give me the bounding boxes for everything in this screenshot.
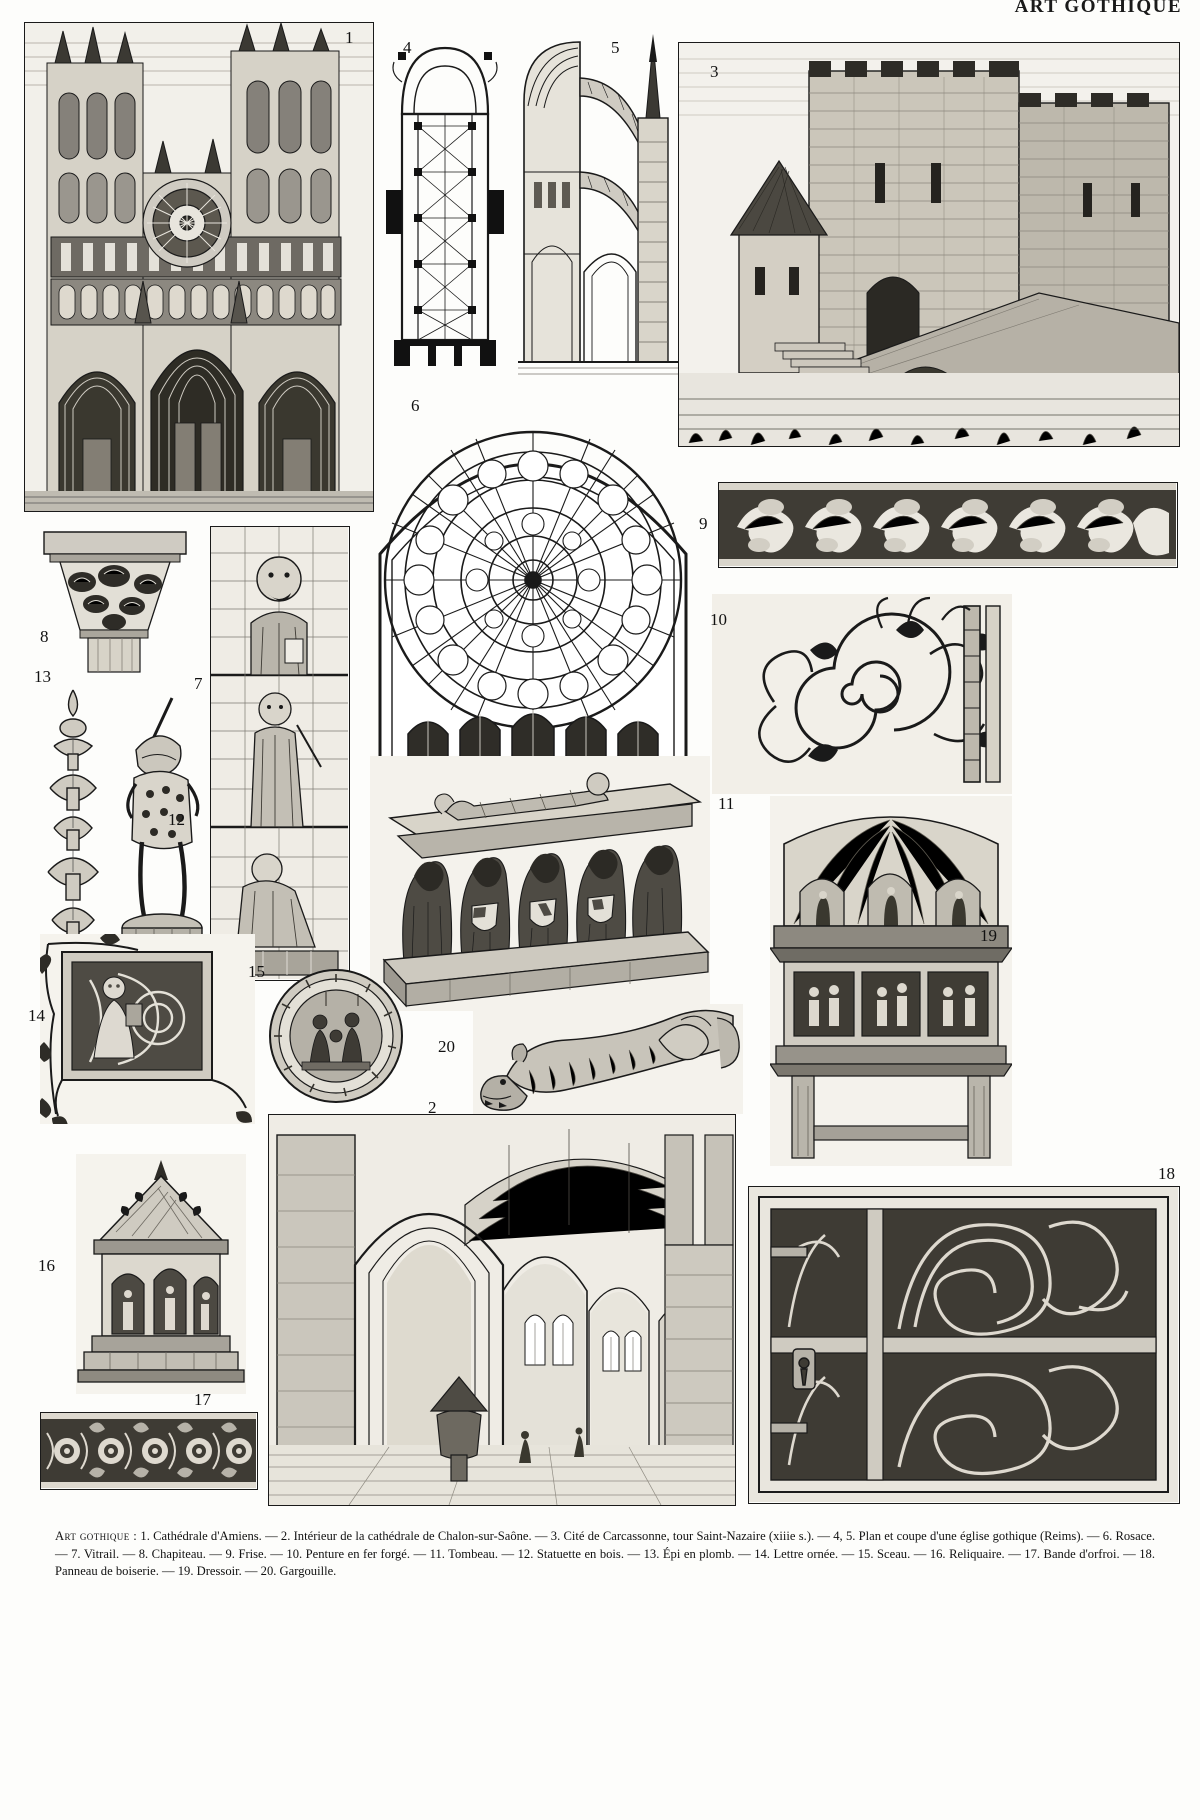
figure-rosace [368, 384, 698, 769]
figure-panneau-boiserie [748, 1186, 1180, 1504]
plate-title: ART GOTHIQUE [1014, 0, 1182, 17]
figure-bande-orfroi [40, 1412, 258, 1490]
vitrail-engraving [211, 527, 348, 979]
figure-chapiteau [40, 526, 190, 678]
figure-number-6: 6 [411, 396, 420, 415]
figure-gargouille [473, 1004, 743, 1114]
reliquaire-engraving [76, 1154, 246, 1394]
figure-number-1: 1 [345, 28, 354, 47]
gargouille-engraving [473, 1004, 743, 1114]
figure-number-16: 16 [38, 1256, 55, 1275]
figure-plan-eglise-gothique [380, 22, 510, 382]
figure-number-11: 11 [718, 794, 735, 813]
engraving-plate [18, 14, 1182, 1504]
figure-number-17: 17 [194, 1390, 211, 1409]
figure-number-13: 13 [34, 667, 51, 686]
figure-number-9: 9 [699, 514, 708, 533]
figure-cite-carcassonne [678, 42, 1180, 447]
figure-cathedrale-amiens [24, 22, 374, 512]
amiens-engraving [25, 23, 373, 511]
figure-interieur-chalon [268, 1114, 736, 1506]
frise-engraving [719, 483, 1176, 566]
figure-sceau [266, 966, 406, 1106]
figure-number-14: 14 [28, 1006, 45, 1025]
figure-coupe-eglise-gothique [518, 22, 678, 382]
tombeau-engraving [370, 756, 710, 1011]
statuette-engraving [106, 692, 216, 962]
boiserie-engraving [749, 1187, 1178, 1502]
figure-number-8: 8 [40, 627, 49, 646]
figure-statuette-bois [106, 692, 216, 962]
orfroi-engraving [41, 1413, 256, 1488]
figure-number-19: 19 [980, 926, 997, 945]
figure-reliquaire [76, 1154, 246, 1394]
rosace-engraving [368, 384, 698, 769]
chapiteau-engraving [40, 526, 190, 678]
figure-lettre-ornee [40, 934, 255, 1124]
figure-number-7: 7 [194, 674, 203, 693]
figure-number-15: 15 [248, 962, 265, 981]
figure-vitrail [210, 526, 350, 981]
penture-engraving [712, 594, 1012, 794]
figure-number-5: 5 [611, 38, 620, 57]
caption-lead: Art gothique : [55, 1529, 138, 1543]
interieur-engraving [269, 1115, 735, 1505]
figure-number-12: 12 [168, 810, 185, 829]
dressoir-engraving [770, 796, 1012, 1166]
figure-number-10: 10 [710, 610, 727, 629]
carcassonne-engraving [679, 43, 1179, 446]
lettre-ornee-engraving [40, 934, 255, 1124]
figure-number-4: 4 [403, 38, 412, 57]
figure-frise [718, 482, 1178, 568]
figure-dressoir [770, 796, 1012, 1166]
coupe-engraving [518, 22, 678, 382]
sceau-engraving [266, 966, 406, 1106]
plate-caption [55, 1528, 1155, 1581]
figure-penture-fer-forge [712, 594, 1012, 794]
plan-engraving [380, 22, 510, 382]
figure-tombeau [370, 756, 710, 1011]
caption-text: 1. Cathédrale d'Amiens. — 2. Intérieur de la cathédrale de Chalon-sur-Saône. — 3. Cité de Carcassonne, tour Saint-Nazaire (xiiie s.). — 4, 5. Plan et coupe d'une église gothique (Reims). — 6. Rosace. — 7. Vitrail. — 8. Chapiteau. — 9. Frise. — 10. Penture en fer forgé. — 11. Tombeau. — 12. Statuette en bois. — 13. Épi en plomb. — 14. Lettre ornée. — 15. Sceau. — 16. Reliquaire. — 17. Bande d'orfroi. — 18. Panneau de boiserie. — 19. Dressoir. — 20. Gargouille. [55, 1529, 1155, 1578]
figure-number-20: 20 [438, 1037, 455, 1056]
figure-number-3: 3 [710, 62, 719, 81]
figure-number-2: 2 [428, 1098, 437, 1117]
figure-number-18: 18 [1158, 1164, 1175, 1183]
